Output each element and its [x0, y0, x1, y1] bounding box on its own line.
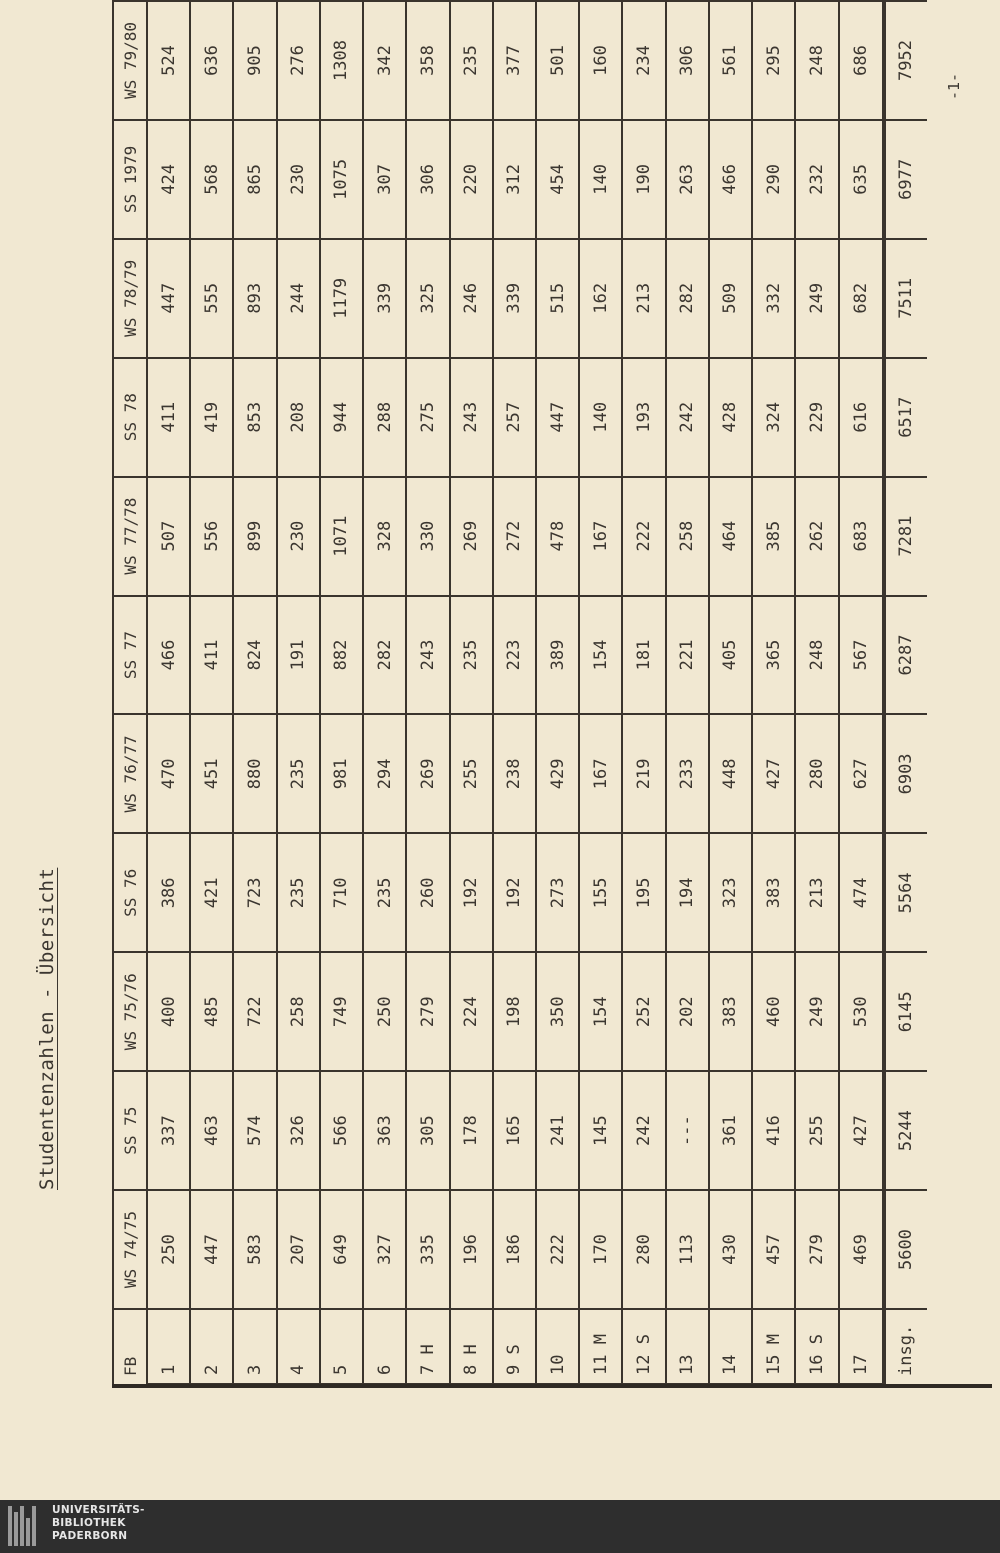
table-cell: 358 — [406, 1, 449, 120]
table-cell: 1179 — [320, 239, 363, 358]
table-row — [233, 1, 276, 1384]
table-cell: 405 — [709, 596, 752, 715]
table-cell: 258 — [277, 952, 320, 1071]
column-header: SS 77 — [113, 596, 147, 715]
table-cell: 279 — [795, 1190, 838, 1309]
row-label: 10 — [536, 1309, 579, 1384]
table-cell: 568 — [190, 120, 233, 239]
table-row — [493, 1, 536, 1384]
column-header: WS 77/78 — [113, 477, 147, 596]
table-cell: 167 — [579, 477, 622, 596]
table-cell: 853 — [233, 358, 276, 477]
table-row — [579, 1, 622, 1384]
table-cell: 170 — [579, 1190, 622, 1309]
table-cell: 457 — [752, 1190, 795, 1309]
table-cell: 561 — [709, 1, 752, 120]
table-cell: 248 — [795, 1, 838, 120]
table-cell: 627 — [839, 714, 884, 833]
table-cell: 242 — [666, 358, 709, 477]
total-cell: 6977 — [884, 120, 927, 239]
table-cell: 683 — [839, 477, 884, 596]
column-header: SS 1979 — [113, 120, 147, 239]
table-cell: 250 — [363, 952, 406, 1071]
table-cell: 220 — [450, 120, 493, 239]
table-cell: 249 — [795, 239, 838, 358]
table-cell: 427 — [839, 1071, 884, 1190]
table-cell: 574 — [233, 1071, 276, 1190]
table-cell: 1075 — [320, 120, 363, 239]
table-cell: 463 — [190, 1071, 233, 1190]
table-cell: 339 — [493, 239, 536, 358]
table-cell: 419 — [190, 358, 233, 477]
table-cell: 555 — [190, 239, 233, 358]
table-cell: 524 — [147, 1, 190, 120]
table-cell: 198 — [493, 952, 536, 1071]
table-cell: 342 — [363, 1, 406, 120]
table-cell: 202 — [666, 952, 709, 1071]
row-label: 9 S — [493, 1309, 536, 1384]
table-cell: 186 — [493, 1190, 536, 1309]
table-cell: 280 — [622, 1190, 665, 1309]
table-cell: 235 — [450, 596, 493, 715]
table-cell: 222 — [536, 1190, 579, 1309]
column-header: WS 74/75 — [113, 1190, 147, 1309]
table-cell: 386 — [147, 833, 190, 952]
table-cell: 242 — [622, 1071, 665, 1190]
table-cell: 233 — [666, 714, 709, 833]
table-cell: 154 — [579, 952, 622, 1071]
table-cell: 272 — [493, 477, 536, 596]
total-cell: 7281 — [884, 477, 927, 596]
table-cell: 305 — [406, 1071, 449, 1190]
table-row — [190, 1, 233, 1384]
library-name-line: BIBLIOTHEK — [52, 1517, 126, 1529]
table-cell: 478 — [536, 477, 579, 596]
table-cell: 416 — [752, 1071, 795, 1190]
table-cell: 337 — [147, 1071, 190, 1190]
table-cell: 383 — [752, 833, 795, 952]
table-cell: 273 — [536, 833, 579, 952]
table-cell: 162 — [579, 239, 622, 358]
table-cell: 865 — [233, 120, 276, 239]
table-cell: 160 — [579, 1, 622, 120]
library-name-line: PADERBORN — [52, 1530, 128, 1542]
table-cell: 636 — [190, 1, 233, 120]
table-cell: 307 — [363, 120, 406, 239]
table-cell: 363 — [363, 1071, 406, 1190]
table-cell: 181 — [622, 596, 665, 715]
table-cell: 219 — [622, 714, 665, 833]
column-header-fb: FB — [113, 1309, 147, 1384]
column-header: WS 75/76 — [113, 952, 147, 1071]
table-cell: 723 — [233, 833, 276, 952]
row-label: 1 — [147, 1309, 190, 1384]
table-cell: 191 — [277, 596, 320, 715]
table-cell: 824 — [233, 596, 276, 715]
table-cell: 1071 — [320, 477, 363, 596]
table-cell: 195 — [622, 833, 665, 952]
total-cell: 6145 — [884, 952, 927, 1071]
table-cell: 327 — [363, 1190, 406, 1309]
table-cell: 222 — [622, 477, 665, 596]
table-cell: 155 — [579, 833, 622, 952]
total-label: insg. — [884, 1309, 927, 1384]
table-cell: 485 — [190, 952, 233, 1071]
total-cell: 6903 — [884, 714, 927, 833]
table-cell: 335 — [406, 1190, 449, 1309]
table-cell: 258 — [666, 477, 709, 596]
table-cell: 710 — [320, 833, 363, 952]
table-cell: 262 — [795, 477, 838, 596]
table-row — [839, 1, 884, 1384]
column-header: SS 78 — [113, 358, 147, 477]
table-cell: 448 — [709, 714, 752, 833]
total-cell: 5600 — [884, 1190, 927, 1309]
table-cell: 243 — [450, 358, 493, 477]
table-cell: 981 — [320, 714, 363, 833]
table-cell: 238 — [493, 714, 536, 833]
table-cell: 361 — [709, 1071, 752, 1190]
table-row — [277, 1, 320, 1384]
table-cell: 424 — [147, 120, 190, 239]
table-cell: 474 — [839, 833, 884, 952]
table-cell: 282 — [666, 239, 709, 358]
table-row — [709, 1, 752, 1384]
left-heavy-rule — [112, 1384, 992, 1388]
table-cell: 389 — [536, 596, 579, 715]
table-cell: 235 — [277, 714, 320, 833]
table-cell: 241 — [536, 1071, 579, 1190]
table-cell: 326 — [277, 1071, 320, 1190]
table-cell: 339 — [363, 239, 406, 358]
table-cell: 280 — [795, 714, 838, 833]
total-cell: 7952 — [884, 1, 927, 120]
table-cell: 515 — [536, 239, 579, 358]
table-cell: 213 — [622, 239, 665, 358]
table-cell: 208 — [277, 358, 320, 477]
table-cell: 365 — [752, 596, 795, 715]
table-cell: 429 — [536, 714, 579, 833]
row-label: 11 M — [579, 1309, 622, 1384]
table-cell: 224 — [450, 952, 493, 1071]
table-cell: 350 — [536, 952, 579, 1071]
row-label: 17 — [839, 1309, 884, 1384]
table-row — [147, 1, 190, 1384]
table-cell: 324 — [752, 358, 795, 477]
table-cell: 556 — [190, 477, 233, 596]
table-cell: 649 — [320, 1190, 363, 1309]
row-label: 8 H — [450, 1309, 493, 1384]
table-cell: 234 — [622, 1, 665, 120]
row-label: 6 — [363, 1309, 406, 1384]
table-cell: 223 — [493, 596, 536, 715]
library-name — [52, 1504, 145, 1543]
total-cell: 6287 — [884, 596, 927, 715]
table-cell: 882 — [320, 596, 363, 715]
table-cell: 244 — [277, 239, 320, 358]
table-cell: 235 — [277, 833, 320, 952]
row-label: 15 M — [752, 1309, 795, 1384]
table-cell: 196 — [450, 1190, 493, 1309]
table-cell: 427 — [752, 714, 795, 833]
table-row — [320, 1, 363, 1384]
table-cell: 682 — [839, 239, 884, 358]
table-cell: 328 — [363, 477, 406, 596]
table-cell: 899 — [233, 477, 276, 596]
table-cell: 905 — [233, 1, 276, 120]
table-cell: 1308 — [320, 1, 363, 120]
table-cell: 451 — [190, 714, 233, 833]
table-cell: 248 — [795, 596, 838, 715]
table-cell: 312 — [493, 120, 536, 239]
column-header: WS 78/79 — [113, 239, 147, 358]
table-cell: 466 — [709, 120, 752, 239]
table-cell: 290 — [752, 120, 795, 239]
table-cell: 385 — [752, 477, 795, 596]
document-title: Studentenzahlen - Übersicht — [36, 867, 58, 1190]
table-cell: 411 — [190, 596, 233, 715]
table-cell: 470 — [147, 714, 190, 833]
table-cell: 400 — [147, 952, 190, 1071]
row-label: 7 H — [406, 1309, 449, 1384]
total-row — [884, 1, 927, 1384]
table-cell: 229 — [795, 358, 838, 477]
table-cell: 616 — [839, 358, 884, 477]
page-number: -1- — [945, 72, 963, 100]
table-cell: 113 — [666, 1190, 709, 1309]
table-cell: 454 — [536, 120, 579, 239]
table-cell: --- — [666, 1071, 709, 1190]
table-cell: 235 — [363, 833, 406, 952]
table-cell: 749 — [320, 952, 363, 1071]
table-cell: 880 — [233, 714, 276, 833]
table-cell: 192 — [493, 833, 536, 952]
table-cell: 207 — [277, 1190, 320, 1309]
table-cell: 275 — [406, 358, 449, 477]
row-label: 14 — [709, 1309, 752, 1384]
total-cell: 5244 — [884, 1071, 927, 1190]
table-cell: 507 — [147, 477, 190, 596]
table-cell: 252 — [622, 952, 665, 1071]
table-cell: 230 — [277, 477, 320, 596]
table-cell: 722 — [233, 952, 276, 1071]
table-cell: 232 — [795, 120, 838, 239]
table-cell: 460 — [752, 952, 795, 1071]
table-cell: 194 — [666, 833, 709, 952]
table-cell: 192 — [450, 833, 493, 952]
total-cell: 6517 — [884, 358, 927, 477]
table-cell: 893 — [233, 239, 276, 358]
table-cell: 145 — [579, 1071, 622, 1190]
table-cell: 279 — [406, 952, 449, 1071]
row-label: 12 S — [622, 1309, 665, 1384]
table-cell: 447 — [147, 239, 190, 358]
table-cell: 250 — [147, 1190, 190, 1309]
table-cell: 276 — [277, 1, 320, 120]
table-header-row — [113, 1, 147, 1384]
table-row — [666, 1, 709, 1384]
table-cell: 421 — [190, 833, 233, 952]
table-cell: 469 — [839, 1190, 884, 1309]
table-cell: 944 — [320, 358, 363, 477]
table-row — [795, 1, 838, 1384]
table-cell: 306 — [666, 1, 709, 120]
row-label: 5 — [320, 1309, 363, 1384]
table-cell: 243 — [406, 596, 449, 715]
row-label: 3 — [233, 1309, 276, 1384]
table-cell: 377 — [493, 1, 536, 120]
column-header: WS 79/80 — [113, 1, 147, 120]
table-cell: 230 — [277, 120, 320, 239]
table-cell: 140 — [579, 120, 622, 239]
column-header: SS 76 — [113, 833, 147, 952]
table-cell: 294 — [363, 714, 406, 833]
table-cell: 257 — [493, 358, 536, 477]
table-cell: 447 — [536, 358, 579, 477]
total-cell: 7511 — [884, 239, 927, 358]
table-cell: 428 — [709, 358, 752, 477]
table-cell: 193 — [622, 358, 665, 477]
table-cell: 466 — [147, 596, 190, 715]
table-cell: 288 — [363, 358, 406, 477]
table-cell: 140 — [579, 358, 622, 477]
table-cell: 566 — [320, 1071, 363, 1190]
row-label: 2 — [190, 1309, 233, 1384]
table-cell: 295 — [752, 1, 795, 120]
table-cell: 178 — [450, 1071, 493, 1190]
table-row — [406, 1, 449, 1384]
table-cell: 430 — [709, 1190, 752, 1309]
row-label: 4 — [277, 1309, 320, 1384]
table-row — [752, 1, 795, 1384]
table-cell: 190 — [622, 120, 665, 239]
table-cell: 306 — [406, 120, 449, 239]
student-numbers-table — [112, 0, 927, 1385]
table-cell: 323 — [709, 833, 752, 952]
column-header: WS 76/77 — [113, 714, 147, 833]
table-cell: 686 — [839, 1, 884, 120]
table-cell: 235 — [450, 1, 493, 120]
table-cell: 249 — [795, 952, 838, 1071]
library-name-line: UNIVERSITÄTS- — [52, 1504, 145, 1516]
table-cell: 464 — [709, 477, 752, 596]
table-cell: 330 — [406, 477, 449, 596]
row-label: 16 S — [795, 1309, 838, 1384]
table-cell: 509 — [709, 239, 752, 358]
table-cell: 447 — [190, 1190, 233, 1309]
table-cell: 165 — [493, 1071, 536, 1190]
table-cell: 567 — [839, 596, 884, 715]
table-cell: 269 — [406, 714, 449, 833]
table-body — [147, 1, 927, 1384]
table-cell: 383 — [709, 952, 752, 1071]
table-cell: 255 — [795, 1071, 838, 1190]
table-cell: 167 — [579, 714, 622, 833]
library-footer — [0, 1500, 1000, 1553]
table-cell: 583 — [233, 1190, 276, 1309]
table-cell: 260 — [406, 833, 449, 952]
table-cell: 269 — [450, 477, 493, 596]
table-row — [536, 1, 579, 1384]
table-cell: 501 — [536, 1, 579, 120]
table-cell: 282 — [363, 596, 406, 715]
table-cell: 530 — [839, 952, 884, 1071]
table-cell: 154 — [579, 596, 622, 715]
table-cell: 246 — [450, 239, 493, 358]
table-cell: 332 — [752, 239, 795, 358]
table-cell: 325 — [406, 239, 449, 358]
table-cell: 263 — [666, 120, 709, 239]
row-label: 13 — [666, 1309, 709, 1384]
table-row — [450, 1, 493, 1384]
table-row — [622, 1, 665, 1384]
table-row — [363, 1, 406, 1384]
table-cell: 635 — [839, 120, 884, 239]
table-cell: 255 — [450, 714, 493, 833]
table-cell: 213 — [795, 833, 838, 952]
total-cell: 5564 — [884, 833, 927, 952]
column-header: SS 75 — [113, 1071, 147, 1190]
library-logo-icon — [8, 1506, 42, 1546]
table-cell: 221 — [666, 596, 709, 715]
table-cell: 411 — [147, 358, 190, 477]
